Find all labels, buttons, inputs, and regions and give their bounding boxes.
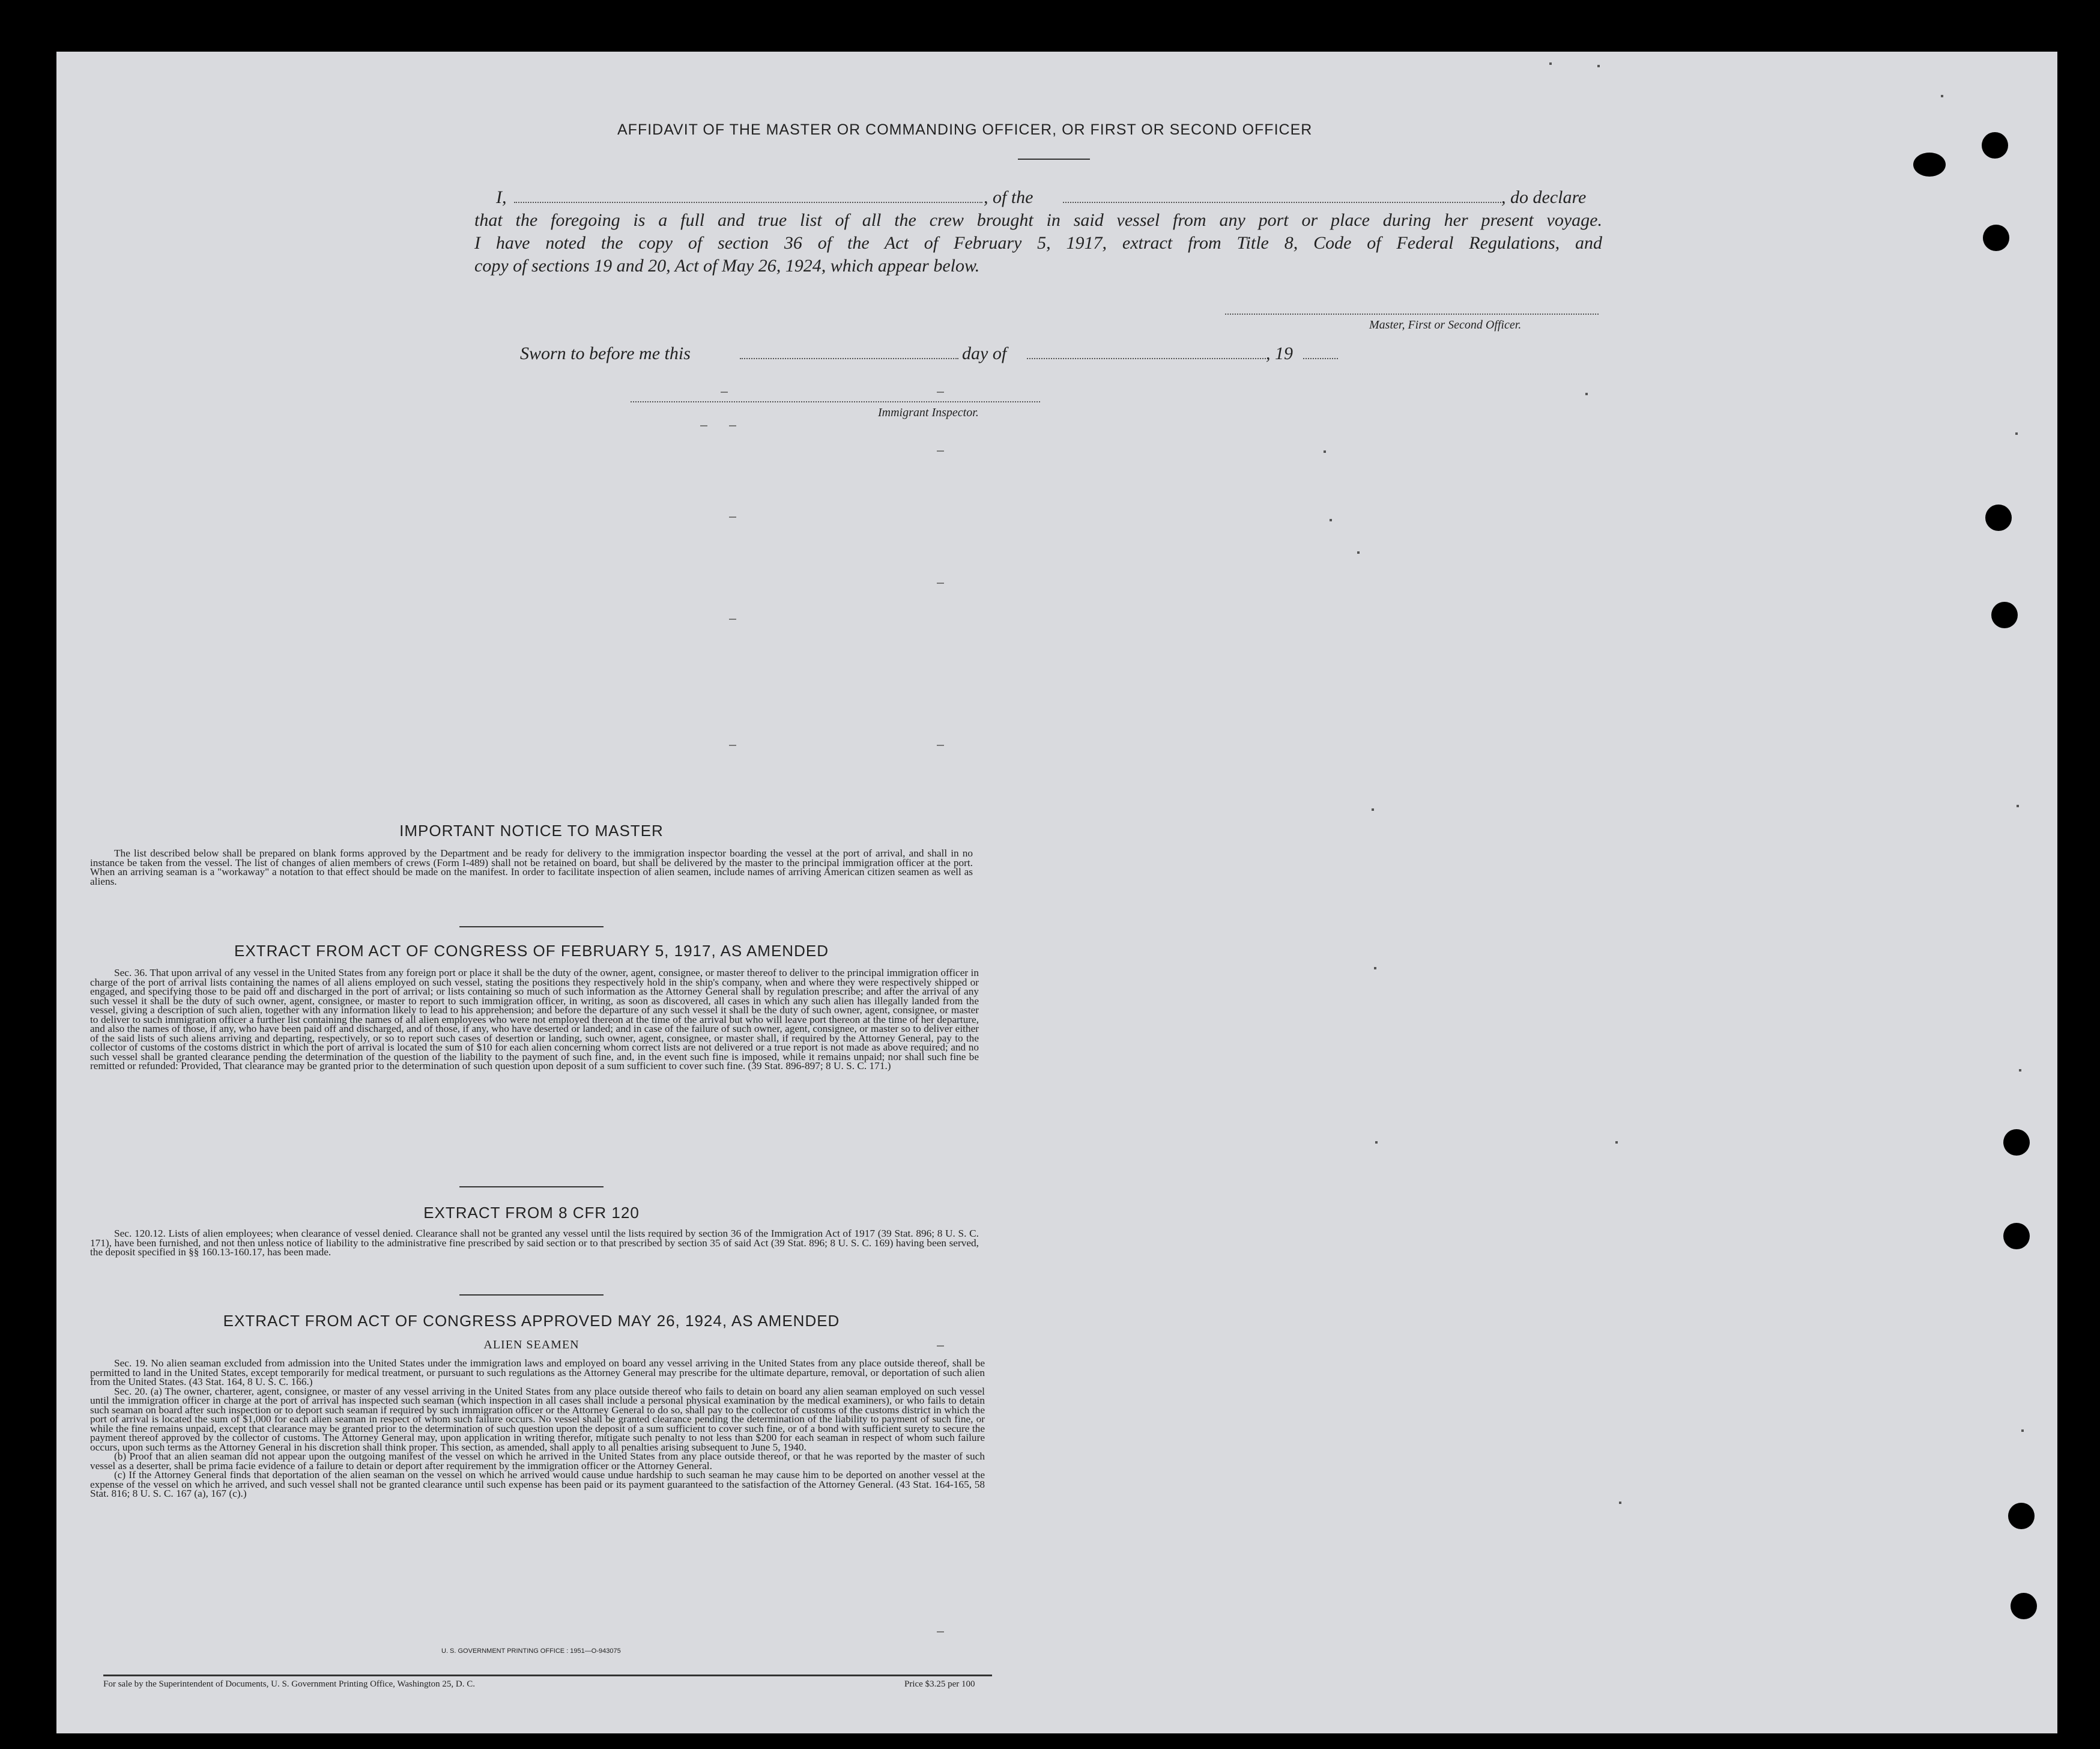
price-notice: Price $3.25 per 100: [904, 1679, 975, 1689]
column-mark: [1941, 95, 1943, 97]
sworn-day-blank[interactable]: [740, 358, 958, 359]
column-mark: [1375, 1141, 1378, 1144]
column-mark: [2021, 1429, 2024, 1432]
binder-hole-icon: [1991, 602, 2018, 628]
column-mark: [1324, 450, 1326, 453]
column-mark: [2017, 805, 2019, 807]
binder-hole-icon: [1982, 132, 2008, 159]
title-underline: [1018, 159, 1090, 160]
binder-hole-icon: [1983, 225, 2009, 251]
extract-1924-body: [90, 1359, 985, 1499]
column-mark: [1374, 967, 1376, 969]
extract-1917-body: [90, 968, 979, 1071]
declaration-line-2: that the foregoing is a full and true list of all the crew brought in said vessel from any port or place during her present voyage.: [474, 210, 1602, 230]
binder-hole-icon: [1985, 505, 2012, 531]
column-mark: [721, 392, 728, 393]
sale-notice: For sale by the Superintendent of Documents, U. S. Government Printing Office, Washington 25, D. C.: [103, 1679, 475, 1689]
sec-19-paragraph: Sec. 19. No alien seaman excluded from admission into the United States under the immigration laws and employed on board any vessel arriving in the United States from any place outside thereof, shall be permitted to land in the United States, except temporarily for medical treatment, or pursuant to such regulations as the Attorney General may prescribe for the ultimate departure, removal, or deportation of such alien from the United States. (43 Stat. 164, 8 U. S. C. 166.): [90, 1357, 985, 1387]
sworn-year-blank[interactable]: [1303, 358, 1338, 359]
declaration-do-declare: , do declare: [1501, 187, 1587, 207]
declaration-i: I,: [496, 187, 507, 207]
notice-title: IMPORTANT NOTICE TO MASTER: [399, 822, 664, 840]
sec-20c-paragraph: (c) If the Attorney General finds that deportation of the alien seaman on the vessel on which he arrived would cause undue hardship to such seaman he may cause him to be deported on another vessel at the expense of the vessel on which he arrived, and such vessel shall not be granted clearance until such expense has been paid or its payment guaranteed to the satisfaction of the Attorney General. (43 Stat. 164-165, 58 Stat. 816; 8 U. S. C. 167 (a), 167 (c).): [90, 1469, 985, 1499]
sworn-month-blank[interactable]: [1027, 358, 1266, 359]
binder-hole-icon: [2003, 1129, 2030, 1156]
column-mark: [1330, 519, 1332, 521]
extract-cfr-body: [90, 1229, 979, 1257]
binder-hole-icon: [2003, 1223, 2030, 1249]
vessel-blank[interactable]: [1063, 202, 1501, 203]
section-divider: [459, 1294, 604, 1296]
extract-1917-title: EXTRACT FROM ACT OF CONGRESS OF FEBRUARY 5, 1917, AS AMENDED: [234, 942, 829, 960]
notice-paragraph: The list described below shall be prepared on blank forms approved by the Department and be ready for delivery to the immigration inspector boarding the vessel at the port of arrival, and shall in no instance be taken from the vessel. The list of changes of alien members of crews (Form I-489) shall not be retained on board, but shall be delivered by the master to the principal immigration officer at the port. When an arriving seaman is a "workaway" a notation to that effect should be made on the manifest. In order to facilitate inspection of alien seamen, include names of arriving American citizen seamen as well as aliens.: [90, 847, 973, 887]
column-mark: [1549, 62, 1552, 65]
gpo-imprint: U. S. GOVERNMENT PRINTING OFFICE : 1951—O-943075: [441, 1647, 621, 1655]
binder-hole-icon: [2011, 1593, 2037, 1619]
inspector-signature-label: Immigrant Inspector.: [878, 406, 979, 419]
column-mark: [937, 745, 944, 746]
footer-rule: [103, 1675, 992, 1676]
column-mark: [1372, 808, 1374, 811]
sec-20b-paragraph: (b) Proof that an alien seaman did not appear upon the outgoing manifest of the vessel on which he arrived in the United States from any place outside thereof, or that he was reported by the master of such vessel as a deserter, shall be prima facie evidence of a failure to detain or deport after requirement by the immigration officer or the Attorney General.: [90, 1450, 985, 1472]
column-mark: [937, 1345, 944, 1347]
column-mark: [937, 1631, 944, 1632]
declaration-line-3: I have noted the copy of section 36 of the Act of February 5, 1917, extract from Title 8, Code of Federal Regulations, and: [474, 233, 1602, 253]
column-mark: [729, 745, 736, 746]
extract-cfr-paragraph: Sec. 120.12. Lists of alien employees; when clearance of vessel denied. Clearance shall not be granted any vessel until the lists required by section 36 of the Immigration Act of 1917 (39 Stat. 896; 8 U. S. C. 171), have been furnished, and not then unless notice of liability to the administrative fine prescribed by said section or to that prescribed by section 35 of said Act (39 Stat. 896; 8 U. S. C. 169) having been served, the deposit specified in §§ 160.13-160.17, has been made.: [90, 1228, 979, 1258]
column-mark: [2015, 432, 2018, 435]
section-divider: [459, 1186, 604, 1187]
declaration-of-the: , of the: [984, 187, 1033, 207]
column-mark: [700, 425, 707, 426]
extract-cfr-title: EXTRACT FROM 8 CFR 120: [423, 1204, 640, 1222]
column-mark: [1597, 65, 1600, 67]
notice-body: [90, 849, 973, 886]
name-blank[interactable]: [514, 202, 982, 203]
column-mark: [937, 583, 944, 584]
column-mark: [729, 619, 736, 620]
extract-1917-paragraph: Sec. 36. That upon arrival of any vessel in the United States from any foreign port or place it shall be the duty of the owner, agent, consignee, or master thereof to deliver to the principal immigration officer in charge of the port of arrival lists containing the names of all aliens employed on such vessel, stating the positions they respectively hold in the ship's company, when and where they were respectively shipped or engaged, and specifying those to be paid off and discharged in the port of arrival; or lists containing so much of such information as the Attorney General shall by regulation prescribe; and after the arrival of any such vessel it shall be the duty of such owner, agent, consignee, or master to report to such immigration officer, in writing, as soon as discovered, all cases in which any such alien has illegally landed from the vessel, giving a description of such alien, together with any information likely to lead to his apprehension; and before the departure of any such vessel it shall be the duty of such owner, agent, consignee, or master to deliver to such immigration officer a further list containing the names of all alien employees who were not employed thereon at the time of the arrival but who will leave port thereon at the time of her departure, and also the names of those, if any, who have been paid off and discharged, and of those, if any, who have deserted or landed; and in case of the failure of such owner, agent, consignee, or master so to deliver either of the said lists of such aliens arriving and departing, respectively, or so to report such cases of desertion or landing, such owner, agent, consignee, or master shall, if required by the Attorney General, pay to the collector of customs of the costoms district in which the port of arrival is located the sum of $10 for each alien concerning whom correct lists are not delivered or a true report is not made as above required; and no such vessel shall be granted clearance pending the determination of the question of the liability to the payment of such fine, and, in the event such fine is imposed, while it remains unpaid; nor shall such fine be remitted or refunded: Provided, That clearance may be granted prior to the determination of such question upon deposit of a sum sufficient to cover such fine. (39 Stat. 896-897; 8 U. S. C. 171.): [90, 967, 979, 1072]
column-mark: [937, 450, 944, 452]
column-mark: [1619, 1502, 1621, 1504]
declaration-line-4: copy of sections 19 and 20, Act of May 26, 1924, which appear below.: [474, 256, 980, 276]
section-divider: [459, 926, 604, 927]
master-signature-label: Master, First or Second Officer.: [1369, 318, 1522, 332]
extract-1924-title: EXTRACT FROM ACT OF CONGRESS APPROVED MAY 26, 1924, AS AMENDED: [223, 1312, 840, 1330]
sworn-day-of: day of: [962, 344, 1007, 363]
sworn-text: Sworn to before me this: [520, 344, 691, 363]
sec-20a-paragraph: Sec. 20. (a) The owner, charterer, agent, consignee, or master of any vessel arriving in the United States from any place outside thereof who fails to detain on board any alien seaman employed on such vessel until the immigration officer in charge at the port of arrival has inspected such seaman (which inspection in all cases shall include a personal physical examination by the medical examiners), or who fails to detain such seaman on board after such inspection or to deport such seaman if required by such immigration officer or the Attorney General to do so, shall pay to the collector of customs of the customs district in which the port of arrival is located the sum of $1,000 for each alien seaman in respect of whom such failure occurs. No vessel shall be granted clearance pending the determination of the liability to payment of such fine, or while the fine remains unpaid, except that clearance may be granted prior to the determination of such question upon the deposit of a sum sufficient to cover such fine, or of a bond with sufficient surety to secure the payment thereof approved by the collector of customs. The Attorney General may, upon application in writing therefor, mitigate such penalty to not less than $200 for each seaman in respect of whom such failure occurs, upon such terms as the Attorney General in his discretion shall think proper. This section, as amended, shall apply to all penalties arising subsequent to June 5, 1940.: [90, 1385, 985, 1453]
column-mark: [729, 425, 736, 426]
alien-seamen-subtitle: ALIEN SEAMEN: [483, 1338, 579, 1351]
ink-blot-icon: [1913, 153, 1946, 177]
binder-hole-icon: [2008, 1503, 2035, 1529]
affidavit-title: AFFIDAVIT OF THE MASTER OR COMMANDING OFFICER, OR FIRST OR SECOND OFFICER: [617, 121, 1313, 138]
column-mark: [937, 392, 944, 393]
column-mark: [729, 517, 736, 518]
column-mark: [1357, 551, 1360, 554]
column-mark: [1615, 1141, 1618, 1144]
inspector-signature-line[interactable]: [631, 401, 1040, 402]
column-mark: [2019, 1069, 2021, 1072]
sworn-year: , 19: [1266, 344, 1293, 363]
column-mark: [1585, 393, 1588, 395]
master-signature-line[interactable]: [1225, 314, 1599, 315]
